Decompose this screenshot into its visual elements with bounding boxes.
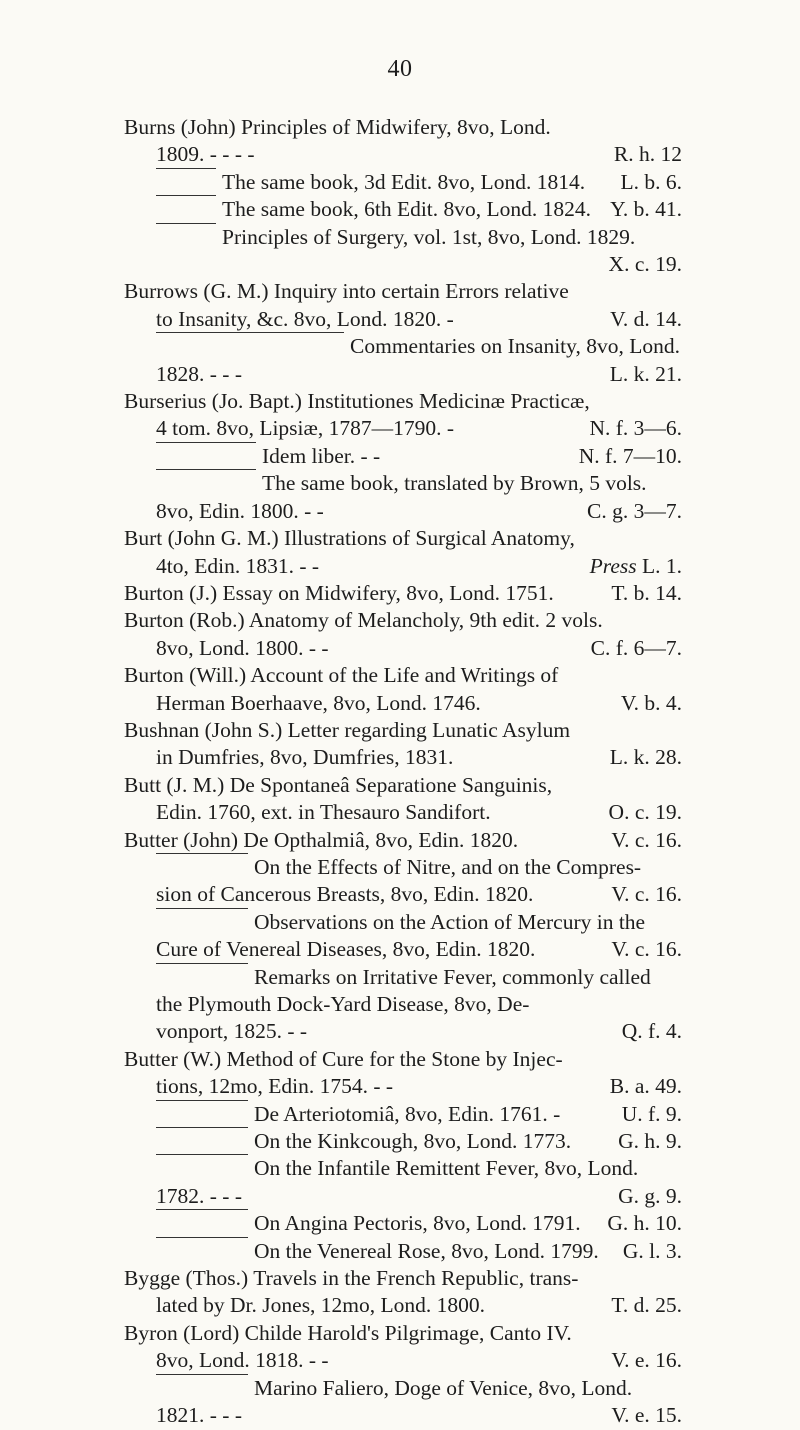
entry-text: Cure of Venereal Diseases, 8vo, Edin. 1820. <box>156 937 536 962</box>
entry-text: the Plymouth Dock-Yard Disease, 8vo, De- <box>156 992 530 1016</box>
entry-text: Observations on the Action of Mercury in the <box>254 909 646 934</box>
catalogue-entry <box>124 278 682 333</box>
shelf-code: L. 1. <box>641 553 682 578</box>
entry-text: Idem liber. - - <box>262 443 381 468</box>
entry-text: 1782. - - - <box>156 1183 242 1208</box>
entry-text: sion of Cancerous Breasts, 8vo, Edin. 1820. <box>156 882 534 907</box>
catalogue-entry <box>124 114 682 169</box>
entry-text: vonport, 1825. - - <box>156 1019 308 1044</box>
entry-text: The same book, 3d Edit. 8vo, Lond. 1814. <box>222 169 586 194</box>
shelf-mark: T. d. 25. <box>611 1293 682 1318</box>
shelf-mark: O. c. 19. <box>608 800 682 825</box>
catalogue-entry <box>124 1101 682 1128</box>
ditto-dash <box>156 332 344 359</box>
shelf-mark: C. f. 6—7. <box>590 635 682 660</box>
ditto-dash <box>156 469 256 496</box>
catalogue-entry <box>124 607 682 662</box>
ditto-dash <box>156 1374 248 1401</box>
catalogue-entry <box>124 662 682 717</box>
entry-text: Principles of Surgery, vol. 1st, 8vo, Lond. 1829. <box>222 224 636 249</box>
entry-text: Marino Faliero, Doge of Venice, 8vo, Lond. <box>254 1375 633 1400</box>
entry-text: The same book, translated by Brown, 5 vols. <box>262 471 647 496</box>
catalogue-entry <box>124 1128 682 1155</box>
catalogue-entry <box>124 196 682 223</box>
entry-text: 8vo, Lond. 1800. - - <box>156 635 329 660</box>
entry-text: Edin. 1760, ext. in Thesauro Sandifort. <box>156 800 491 825</box>
catalogue-entry <box>124 1238 682 1265</box>
entry-text: Remarks on Irritative Fever, commonly called <box>254 964 651 989</box>
catalogue-entry <box>124 1265 682 1320</box>
shelf-mark: G. h. 9. <box>618 1129 682 1154</box>
catalogue-entry <box>124 525 682 580</box>
shelf-mark: X. c. 19. <box>608 252 682 277</box>
catalogue-entry <box>124 772 682 827</box>
shelf-mark: V. d. 14. <box>610 306 682 331</box>
entry-text: Burton (J.) Essay on Midwifery, 8vo, Lond. 1751. <box>124 580 554 605</box>
ditto-dash <box>156 1237 248 1264</box>
entry-text: On the Infantile Remittent Fever, 8vo, Lond. <box>254 1156 639 1181</box>
ditto-dash <box>156 442 256 469</box>
catalogue-entry <box>124 1210 682 1237</box>
entry-text: in Dumfries, 8vo, Dumfries, 1831. <box>156 745 454 770</box>
entry-text: 4to, Edin. 1831. - - <box>156 553 320 578</box>
entry-text: 8vo, Lond. 1818. - - <box>156 1348 329 1373</box>
entry-text: 1828. - - - <box>156 361 242 386</box>
shelf-mark: T. b. 14. <box>611 580 682 605</box>
shelf-mark: C. g. 3—7. <box>587 498 682 523</box>
catalogue-entries <box>124 114 682 1430</box>
catalogue-entry <box>124 169 682 196</box>
shelf-mark: R. h. 12 <box>613 142 682 167</box>
catalogue-entry <box>124 827 682 854</box>
entry-text: On the Kinkcough, 8vo, Lond. 1773. <box>254 1129 572 1154</box>
entry-text: Bushnan (John S.) Letter regarding Lunatic Asylum <box>124 717 571 742</box>
entry-text: Burrows (G. M.) Inquiry into certain Errors relative <box>124 279 569 304</box>
catalogue-entry <box>124 964 682 1046</box>
shelf-mark: G. g. 9. <box>618 1183 682 1208</box>
catalogue-entry <box>124 717 682 772</box>
catalogue-entry <box>124 1155 682 1210</box>
ditto-dash <box>156 908 248 935</box>
shelf-prefix: Press <box>589 553 637 578</box>
entry-text: Butt (J. M.) De Spontaneâ Separatione Sanguinis, <box>124 772 553 797</box>
entry-text: Butter (W.) Method of Cure for the Stone by Injec- <box>124 1046 563 1071</box>
shelf-mark: Q. f. 4. <box>621 1019 682 1044</box>
entry-text: Butter (John) De Opthalmiâ, 8vo, Edin. 1820. <box>124 827 519 852</box>
shelf-mark: G. l. 3. <box>622 1238 682 1263</box>
entry-text: Herman Boerhaave, 8vo, Lond. 1746. <box>156 690 481 715</box>
catalogue-entry <box>124 1320 682 1375</box>
ditto-dash <box>156 1154 248 1181</box>
catalogue-entry <box>124 388 682 443</box>
shelf-mark: L. b. 6. <box>620 169 682 194</box>
ditto-dash <box>156 168 216 195</box>
entry-text: Bygge (Thos.) Travels in the French Republic, trans- <box>124 1266 579 1291</box>
entry-text: Burton (Will.) Account of the Life and Writings of <box>124 663 559 688</box>
ditto-dash <box>156 1127 248 1154</box>
entry-text: On Angina Pectoris, 8vo, Lond. 1791. <box>254 1211 581 1236</box>
entry-text: Burserius (Jo. Bapt.) Institutiones Medicinæ Practicæ, <box>124 389 590 414</box>
ditto-dash <box>156 223 216 250</box>
ditto-dash <box>156 853 248 880</box>
page-number: 40 <box>387 56 413 82</box>
catalogue-entry <box>124 580 682 607</box>
ditto-dash <box>156 963 248 990</box>
shelf-mark: U. f. 9. <box>621 1101 682 1126</box>
catalogue-entry <box>124 224 682 279</box>
entry-text: Burton (Rob.) Anatomy of Melancholy, 9th edit. 2 vols. <box>124 608 603 633</box>
entry-text: 1809. - - - - <box>156 142 255 167</box>
entry-text: On the Effects of Nitre, and on the Compres- <box>254 854 642 879</box>
shelf-mark: V. c. 16. <box>611 882 682 907</box>
shelf-mark: V. e. 16. <box>611 1348 682 1373</box>
shelf-mark: B. a. 49. <box>609 1074 682 1099</box>
shelf-mark: L. k. 21. <box>609 361 682 386</box>
entry-text: 4 tom. 8vo, Lipsiæ, 1787—1790. - <box>156 416 455 441</box>
catalogue-entry <box>124 909 682 964</box>
entry-text: On the Venereal Rose, 8vo, Lond. 1799. <box>254 1238 599 1263</box>
shelf-mark: V. c. 16. <box>611 937 682 962</box>
catalogue-entry <box>124 1046 682 1101</box>
shelf-mark: V. e. 15. <box>611 1403 682 1428</box>
entry-text: 1821. - - - <box>156 1403 242 1428</box>
entry-text: De Arteriotomiâ, 8vo, Edin. 1761. - <box>254 1101 561 1126</box>
shelf-mark: V. c. 16. <box>611 827 682 852</box>
entry-text: lated by Dr. Jones, 12mo, Lond. 1800. <box>156 1293 486 1318</box>
ditto-dash <box>156 1100 248 1127</box>
entry-text: Commentaries on Insanity, 8vo, Lond. <box>350 334 681 359</box>
shelf-mark: N. f. 3—6. <box>589 416 682 441</box>
catalogue-entry <box>124 470 682 525</box>
entry-text: tions, 12mo, Edin. 1754. - - <box>156 1074 394 1099</box>
catalogue-entry <box>124 854 682 909</box>
shelf-mark: L. k. 28. <box>609 745 682 770</box>
entry-text: Burns (John) Principles of Midwifery, 8vo, Lond. <box>124 115 551 139</box>
entry-text: The same book, 6th Edit. 8vo, Lond. 1824. <box>222 197 592 222</box>
catalogue-entry <box>124 333 682 388</box>
shelf-mark: G. h. 10. <box>607 1211 682 1236</box>
entry-text: 8vo, Edin. 1800. - - <box>156 498 324 523</box>
entry-text: Burt (John G. M.) Illustrations of Surgical Anatomy, <box>124 526 575 551</box>
shelf-mark: V. b. 4. <box>620 690 682 715</box>
entry-text: Byron (Lord) Childe Harold's Pilgrimage, Canto IV. <box>124 1320 572 1345</box>
catalogue-entry <box>124 1375 682 1430</box>
catalogue-entry <box>124 443 682 470</box>
ditto-dash <box>156 1209 248 1236</box>
ditto-dash <box>156 195 216 222</box>
entry-text: to Insanity, &c. 8vo, Lond. 1820. - <box>156 306 454 331</box>
shelf-mark: Y. b. 41. <box>610 197 682 222</box>
shelf-mark: N. f. 7—10. <box>578 443 682 468</box>
shelf-mark <box>590 553 682 580</box>
